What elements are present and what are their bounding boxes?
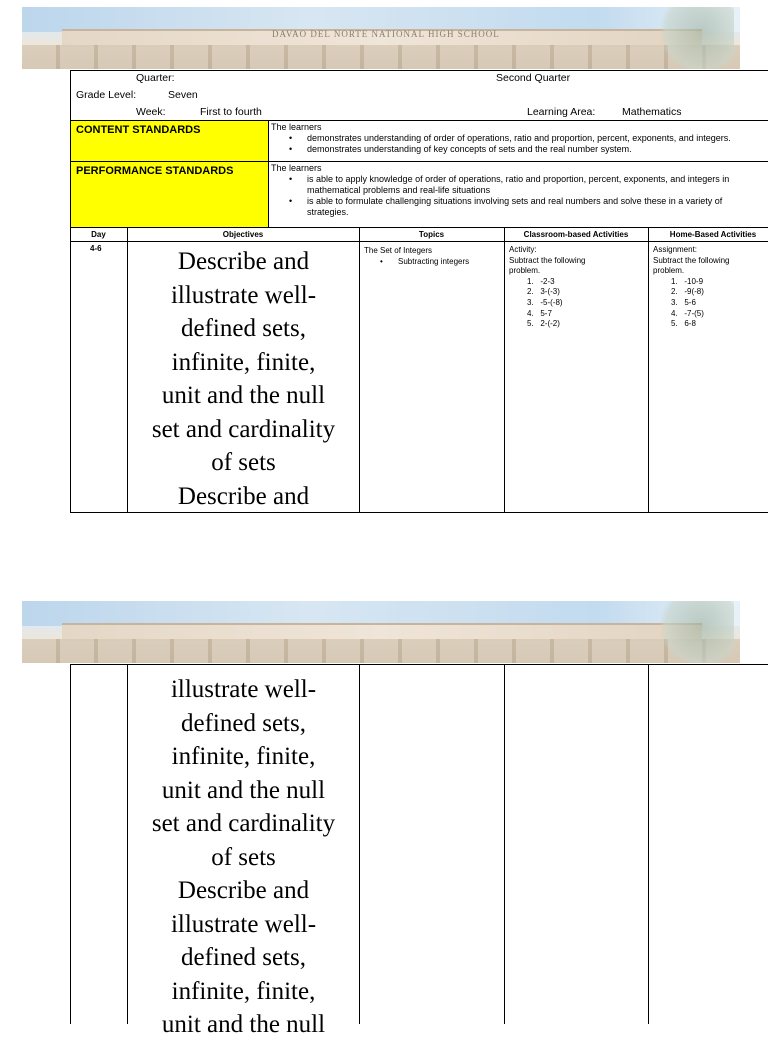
performance-standards-label: PERFORMANCE STANDARDS (76, 165, 234, 177)
week-label: Week: (136, 106, 166, 118)
grade-level-label: Grade Level: (76, 89, 137, 101)
classroom-activity-line: Subtract the following (509, 255, 586, 265)
objective-line: unit and the null (161, 382, 326, 409)
classroom-activity-line: problem. (509, 266, 541, 276)
classroom-problem: 5. 2-(-2) (527, 319, 560, 329)
learning-area-label: Learning Area: (527, 106, 596, 118)
performance-standards-cell (71, 162, 268, 227)
home-problem: 4. -7-(5) (671, 308, 704, 318)
objective-line: unit and the null (161, 1011, 326, 1038)
column-header-objectives: Objectives (222, 230, 264, 239)
day-value: 4-6 (90, 244, 102, 253)
content-standards-cell (71, 121, 268, 161)
objective-line: illustrate well- (170, 281, 317, 309)
home-activity-line: problem. (653, 266, 685, 276)
classroom-problem: 3. -5-(-8) (527, 297, 563, 307)
home-problem: 3. 5-6 (671, 297, 696, 307)
content-standards-label: CONTENT STANDARDS (76, 124, 201, 136)
column-header-topics: Topics (418, 230, 445, 239)
objective-line: of sets (211, 449, 276, 476)
objective-line: infinite, finite, (171, 743, 316, 770)
objective-line: set and cardinality (151, 810, 336, 837)
performance-standard-item: • is able to apply knowledge of order of operations, ratio and proportion, percent, exponents, and integers in mathematical problems and real-life situations (307, 174, 762, 196)
classroom-problem: 4. 5-7 (527, 308, 552, 318)
objective-line: infinite, finite, (171, 977, 316, 1005)
learning-area-value: Mathematics (622, 106, 682, 118)
objective-line: Describe and (177, 248, 310, 275)
header-banner-image (22, 7, 740, 69)
performance-standard-item: • is able to formulate challenging situations involving sets and real numbers and solve these in a variety of strategies. (307, 196, 762, 218)
home-problem: 5. 6-8 (671, 319, 696, 329)
content-standard-item: • demonstrates understanding of key concepts of sets and the real number system. (307, 144, 768, 155)
objective-line: illustrate well- (170, 676, 317, 703)
classroom-activities-text (509, 245, 648, 330)
objective-line: infinite, finite, (171, 348, 316, 376)
week-value: First to fourth (200, 106, 262, 118)
quarter-value: Second Quarter (496, 72, 571, 84)
objective-line: set and cardinality (151, 415, 336, 443)
banner-lettering: DAVAO DEL NORTE NATIONAL HIGH SCHOOL (272, 29, 500, 39)
classroom-activity-title: Activity: (509, 245, 537, 254)
content-standard-item: • demonstrates understanding of order of operations, ratio and proportion, percent, exponents, and integers. (307, 133, 768, 144)
objective-line: defined sets, (181, 315, 306, 342)
content-standards-intro: The learners (271, 122, 322, 132)
column-header-home-activities: Home-Based Activities (669, 230, 757, 239)
home-activity-title: Assignment: (653, 245, 698, 254)
objectives-text (128, 245, 359, 513)
objective-line: Describe and (177, 877, 310, 904)
home-activity-line: Subtract the following (653, 255, 730, 265)
classroom-problem: 2. 3-(-3) (527, 287, 560, 297)
column-header-day: Day (91, 230, 106, 239)
objective-line: illustrate well- (170, 910, 317, 938)
home-problem: 1. -10-9 (671, 276, 704, 286)
performance-standards-intro: The learners (271, 163, 322, 173)
topics-text (364, 245, 504, 267)
home-problem: 2. -9(-8) (671, 287, 704, 297)
topic-title: The Set of Integers (364, 246, 433, 255)
grade-level-value: Seven (168, 89, 198, 101)
classroom-problem: 1. -2-3 (527, 276, 555, 286)
objective-line: Describe and (177, 482, 310, 510)
objectives-text-continued (128, 673, 359, 1042)
header-banner-image-page-2 (22, 601, 740, 663)
objective-line: defined sets, (181, 944, 306, 971)
quarter-label: Quarter: (136, 72, 175, 84)
objective-line: of sets (211, 843, 276, 871)
column-header-classroom-activities: Classroom-based Activities (523, 230, 629, 239)
topic-item: • Subtracting integers (398, 256, 504, 267)
content-standards-text (271, 122, 768, 155)
objective-line: defined sets, (181, 709, 306, 737)
objective-line: unit and the null (161, 776, 326, 804)
home-activities-text (653, 245, 768, 330)
performance-standards-text (271, 163, 768, 218)
